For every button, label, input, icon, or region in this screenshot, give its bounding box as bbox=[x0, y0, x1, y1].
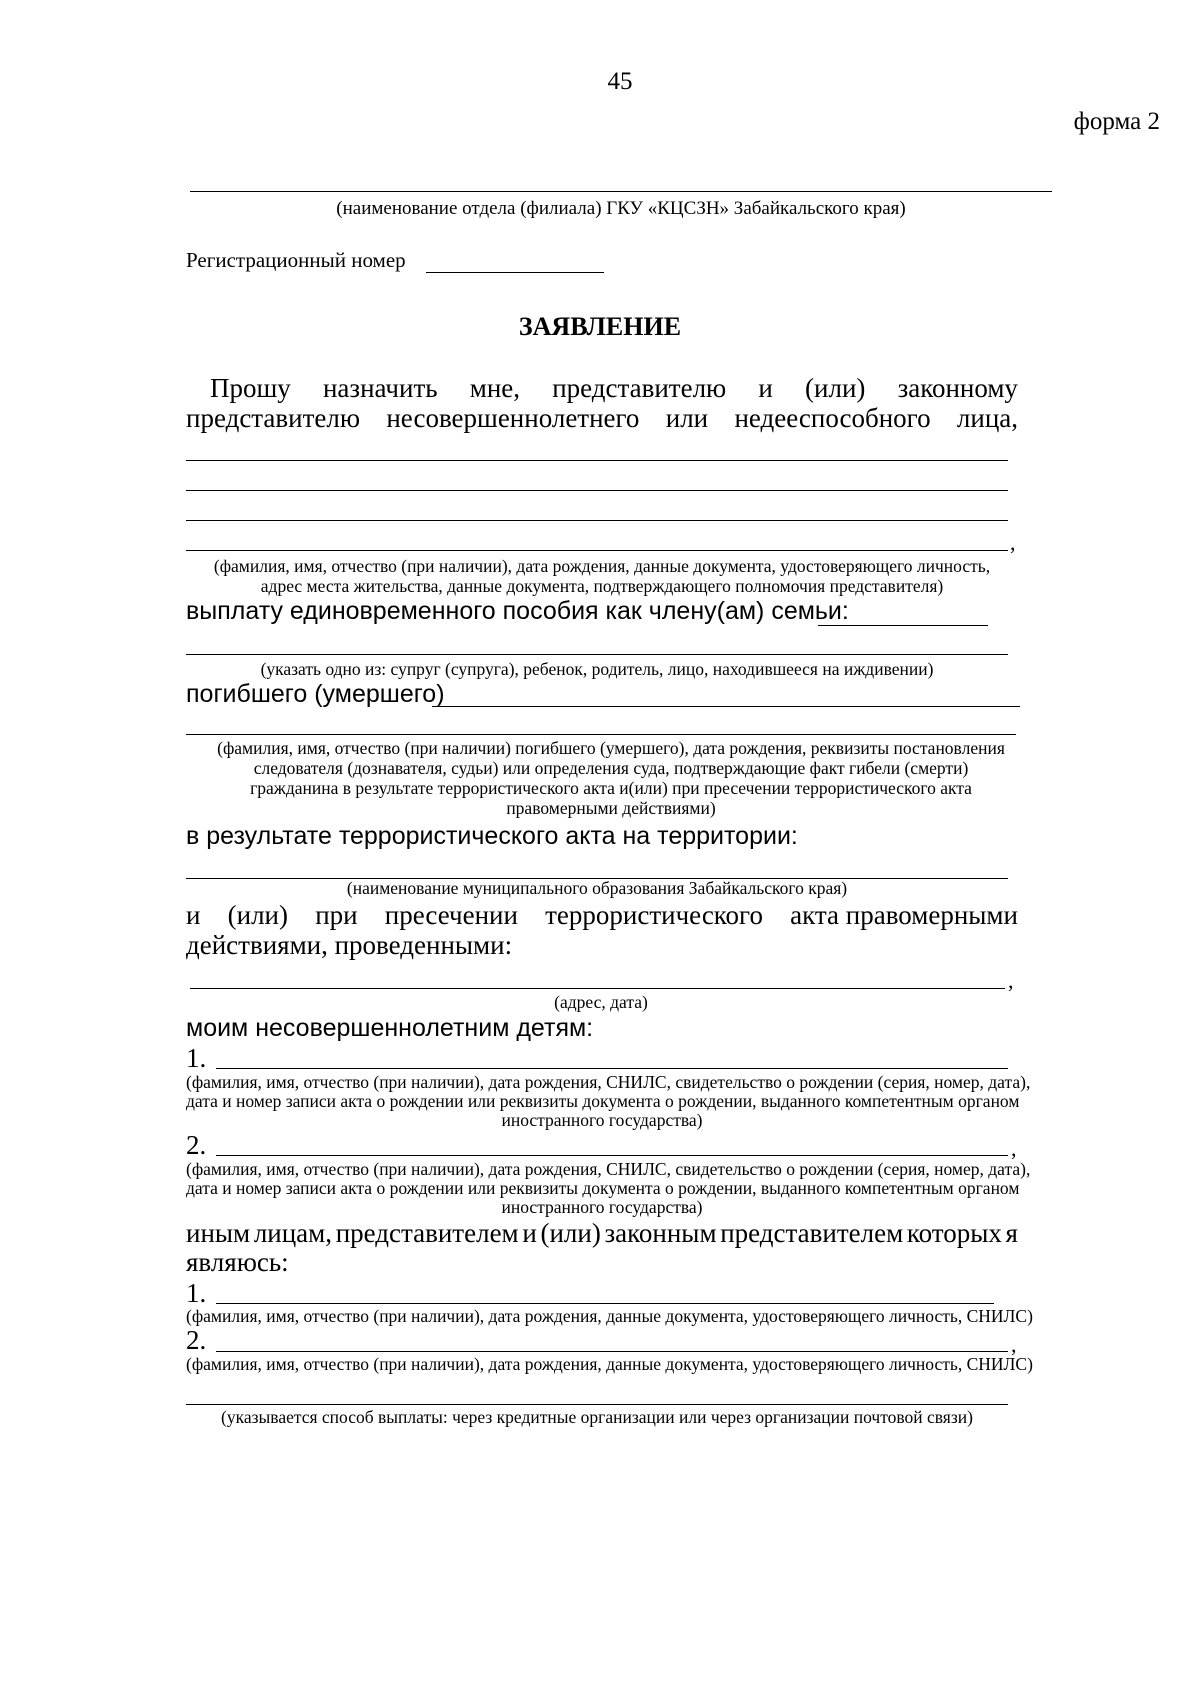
suppression-word: и bbox=[186, 900, 201, 930]
deceased-caption-1: (фамилия, имя, отчество (при наличии) погибшего (умершего), дата рождения, реквизиты постановления bbox=[217, 738, 1005, 758]
deceased-label: погибшего (умершего) bbox=[186, 680, 445, 708]
intro-word: недееспособного bbox=[734, 403, 931, 433]
person-2-number: 2. bbox=[186, 1325, 207, 1355]
payment-text: выплату единовременного пособия как члену(ам) семьи: bbox=[186, 597, 849, 625]
suppression-word: при bbox=[315, 900, 358, 930]
reg-number-field-line[interactable] bbox=[426, 272, 604, 273]
applicant-caption-2: адрес места жительства, данные документа, подтверждающего полномочия представителя) bbox=[260, 576, 944, 596]
other-persons-word: представителем bbox=[720, 1218, 904, 1248]
applicant-caption-1: (фамилия, имя, отчество (при наличии), дата рождения, данные документа, удостоверяющего личность, bbox=[213, 556, 991, 576]
child-1-number: 1. bbox=[186, 1043, 207, 1073]
other-persons-word: иным bbox=[186, 1218, 251, 1248]
child-1-caption-2: дата и номер записи акта о рождении или реквизиты документа о рождении, выданного компетентным органом bbox=[186, 1091, 1020, 1111]
intro-word: назначить bbox=[322, 373, 438, 403]
applicant-line-3[interactable] bbox=[186, 520, 1008, 521]
child-1-field-line[interactable] bbox=[216, 1068, 1008, 1069]
deceased-caption-2: следователя (дознавателя, судьи) или определения суда, подтверждающие факт гибели (смерти) bbox=[253, 758, 969, 778]
other-persons-line-1 bbox=[186, 1218, 1018, 1249]
intro-line-2 bbox=[186, 403, 1018, 434]
other-persons-word: я bbox=[1005, 1218, 1018, 1248]
relation-caption: (указать одно из: супруг (супруга), ребенок, родитель, лицо, находившееся на иждивении) bbox=[260, 659, 934, 679]
payout-caption: (указывается способ выплаты: через кредитные организации или через организации почтовой связи) bbox=[221, 1407, 973, 1427]
other-persons-word: законным bbox=[604, 1218, 717, 1248]
intro-word: мне, bbox=[469, 373, 521, 403]
person-2-caption: (фамилия, имя, отчество (при наличии), дата рождения, данные документа, удостоверяющего личность, СНИЛС) bbox=[186, 1354, 1033, 1374]
document-title: ЗАЯВЛЕНИЕ bbox=[518, 312, 682, 341]
form-label: форма 2 bbox=[1073, 108, 1160, 135]
children-label: моим несовершеннолетним детям: bbox=[186, 1014, 594, 1042]
applicant-line-2[interactable] bbox=[186, 490, 1008, 491]
child-2-field-line[interactable] bbox=[216, 1155, 1008, 1156]
intro-word: Прошу bbox=[210, 373, 291, 403]
department-caption: (наименование отдела (филиала) ГКУ «КЦСЗН» Забайкальского края) bbox=[336, 198, 906, 219]
territory-text: в результате террористического акта на территории: bbox=[186, 822, 798, 850]
child-2-caption-3: иностранного государства) bbox=[501, 1197, 703, 1217]
address-caption: (адрес, дата) bbox=[554, 992, 648, 1012]
intro-word: лица, bbox=[956, 403, 1018, 433]
intro-word: представителю bbox=[186, 403, 361, 433]
intro-word: или bbox=[665, 403, 709, 433]
other-persons-word: представителем bbox=[335, 1218, 519, 1248]
suppression-word: (или) bbox=[227, 900, 288, 930]
page-number: 45 bbox=[607, 68, 633, 95]
applicant-line-4[interactable] bbox=[186, 550, 1008, 551]
family-member-field-line[interactable] bbox=[818, 625, 988, 626]
comma: , bbox=[1010, 530, 1016, 555]
child-2-caption-2: дата и номер записи акта о рождении или реквизиты документа о рождении, выданного компетентным органом bbox=[186, 1178, 1020, 1198]
intro-word: представителю bbox=[552, 373, 727, 403]
other-persons-word: которых bbox=[906, 1218, 1002, 1248]
applicant-line-1[interactable] bbox=[186, 460, 1008, 461]
deceased-caption-3: гражданина в результате террористического акта и(или) при пресечении террористического акта bbox=[250, 778, 972, 798]
suppression-line-2: действиями, проведенными: bbox=[186, 930, 513, 960]
child-1-caption-1: (фамилия, имя, отчество (при наличии), дата рождения, СНИЛС, свидетельство о рождении (серия, номер, дата), bbox=[186, 1072, 1031, 1092]
child-2-number: 2. bbox=[186, 1130, 207, 1160]
person-1-caption: (фамилия, имя, отчество (при наличии), дата рождения, данные документа, удостоверяющего личность, СНИЛС) bbox=[186, 1306, 1033, 1326]
person-1-field-line[interactable] bbox=[216, 1303, 994, 1304]
address-field-line[interactable] bbox=[190, 988, 1005, 989]
relation-field-line[interactable] bbox=[186, 654, 1008, 655]
child-1-caption-3: иностранного государства) bbox=[501, 1110, 703, 1130]
other-persons-word: и bbox=[522, 1218, 537, 1248]
other-persons-line-2: являюсь: bbox=[186, 1247, 289, 1277]
department-field-line[interactable] bbox=[190, 191, 1052, 192]
deceased-field-line-1[interactable] bbox=[432, 706, 1020, 707]
person-1-number: 1. bbox=[186, 1278, 207, 1308]
municipality-caption: (наименование муниципального образования Забайкальского края) bbox=[346, 878, 848, 898]
intro-word: и bbox=[758, 373, 773, 403]
intro-line-1 bbox=[210, 373, 1018, 404]
intro-word: законному bbox=[897, 373, 1018, 403]
other-persons-word: лицам, bbox=[253, 1218, 333, 1248]
reg-number-label: Регистрационный номер bbox=[186, 248, 406, 272]
suppression-word: акта правомерными bbox=[790, 900, 1018, 930]
child-2-caption-1: (фамилия, имя, отчество (при наличии), дата рождения, СНИЛС, свидетельство о рождении (серия, номер, дата), bbox=[186, 1159, 1031, 1179]
suppression-word: террористического bbox=[545, 900, 763, 930]
person-2-field-line[interactable] bbox=[216, 1351, 1008, 1352]
suppression-word: пресечении bbox=[384, 900, 518, 930]
comma: , bbox=[1011, 1332, 1017, 1357]
intro-word: (или) bbox=[805, 373, 866, 403]
deceased-caption-4: правомерными действиями) bbox=[506, 798, 716, 818]
intro-word: несовершеннолетнего bbox=[386, 403, 640, 433]
payout-method-field-line[interactable] bbox=[186, 1404, 1008, 1405]
suppression-line-1 bbox=[186, 900, 1018, 931]
comma: , bbox=[1008, 968, 1014, 993]
deceased-field-line-2[interactable] bbox=[186, 734, 1016, 735]
other-persons-word: (или) bbox=[540, 1218, 601, 1248]
comma: , bbox=[1011, 1136, 1017, 1161]
